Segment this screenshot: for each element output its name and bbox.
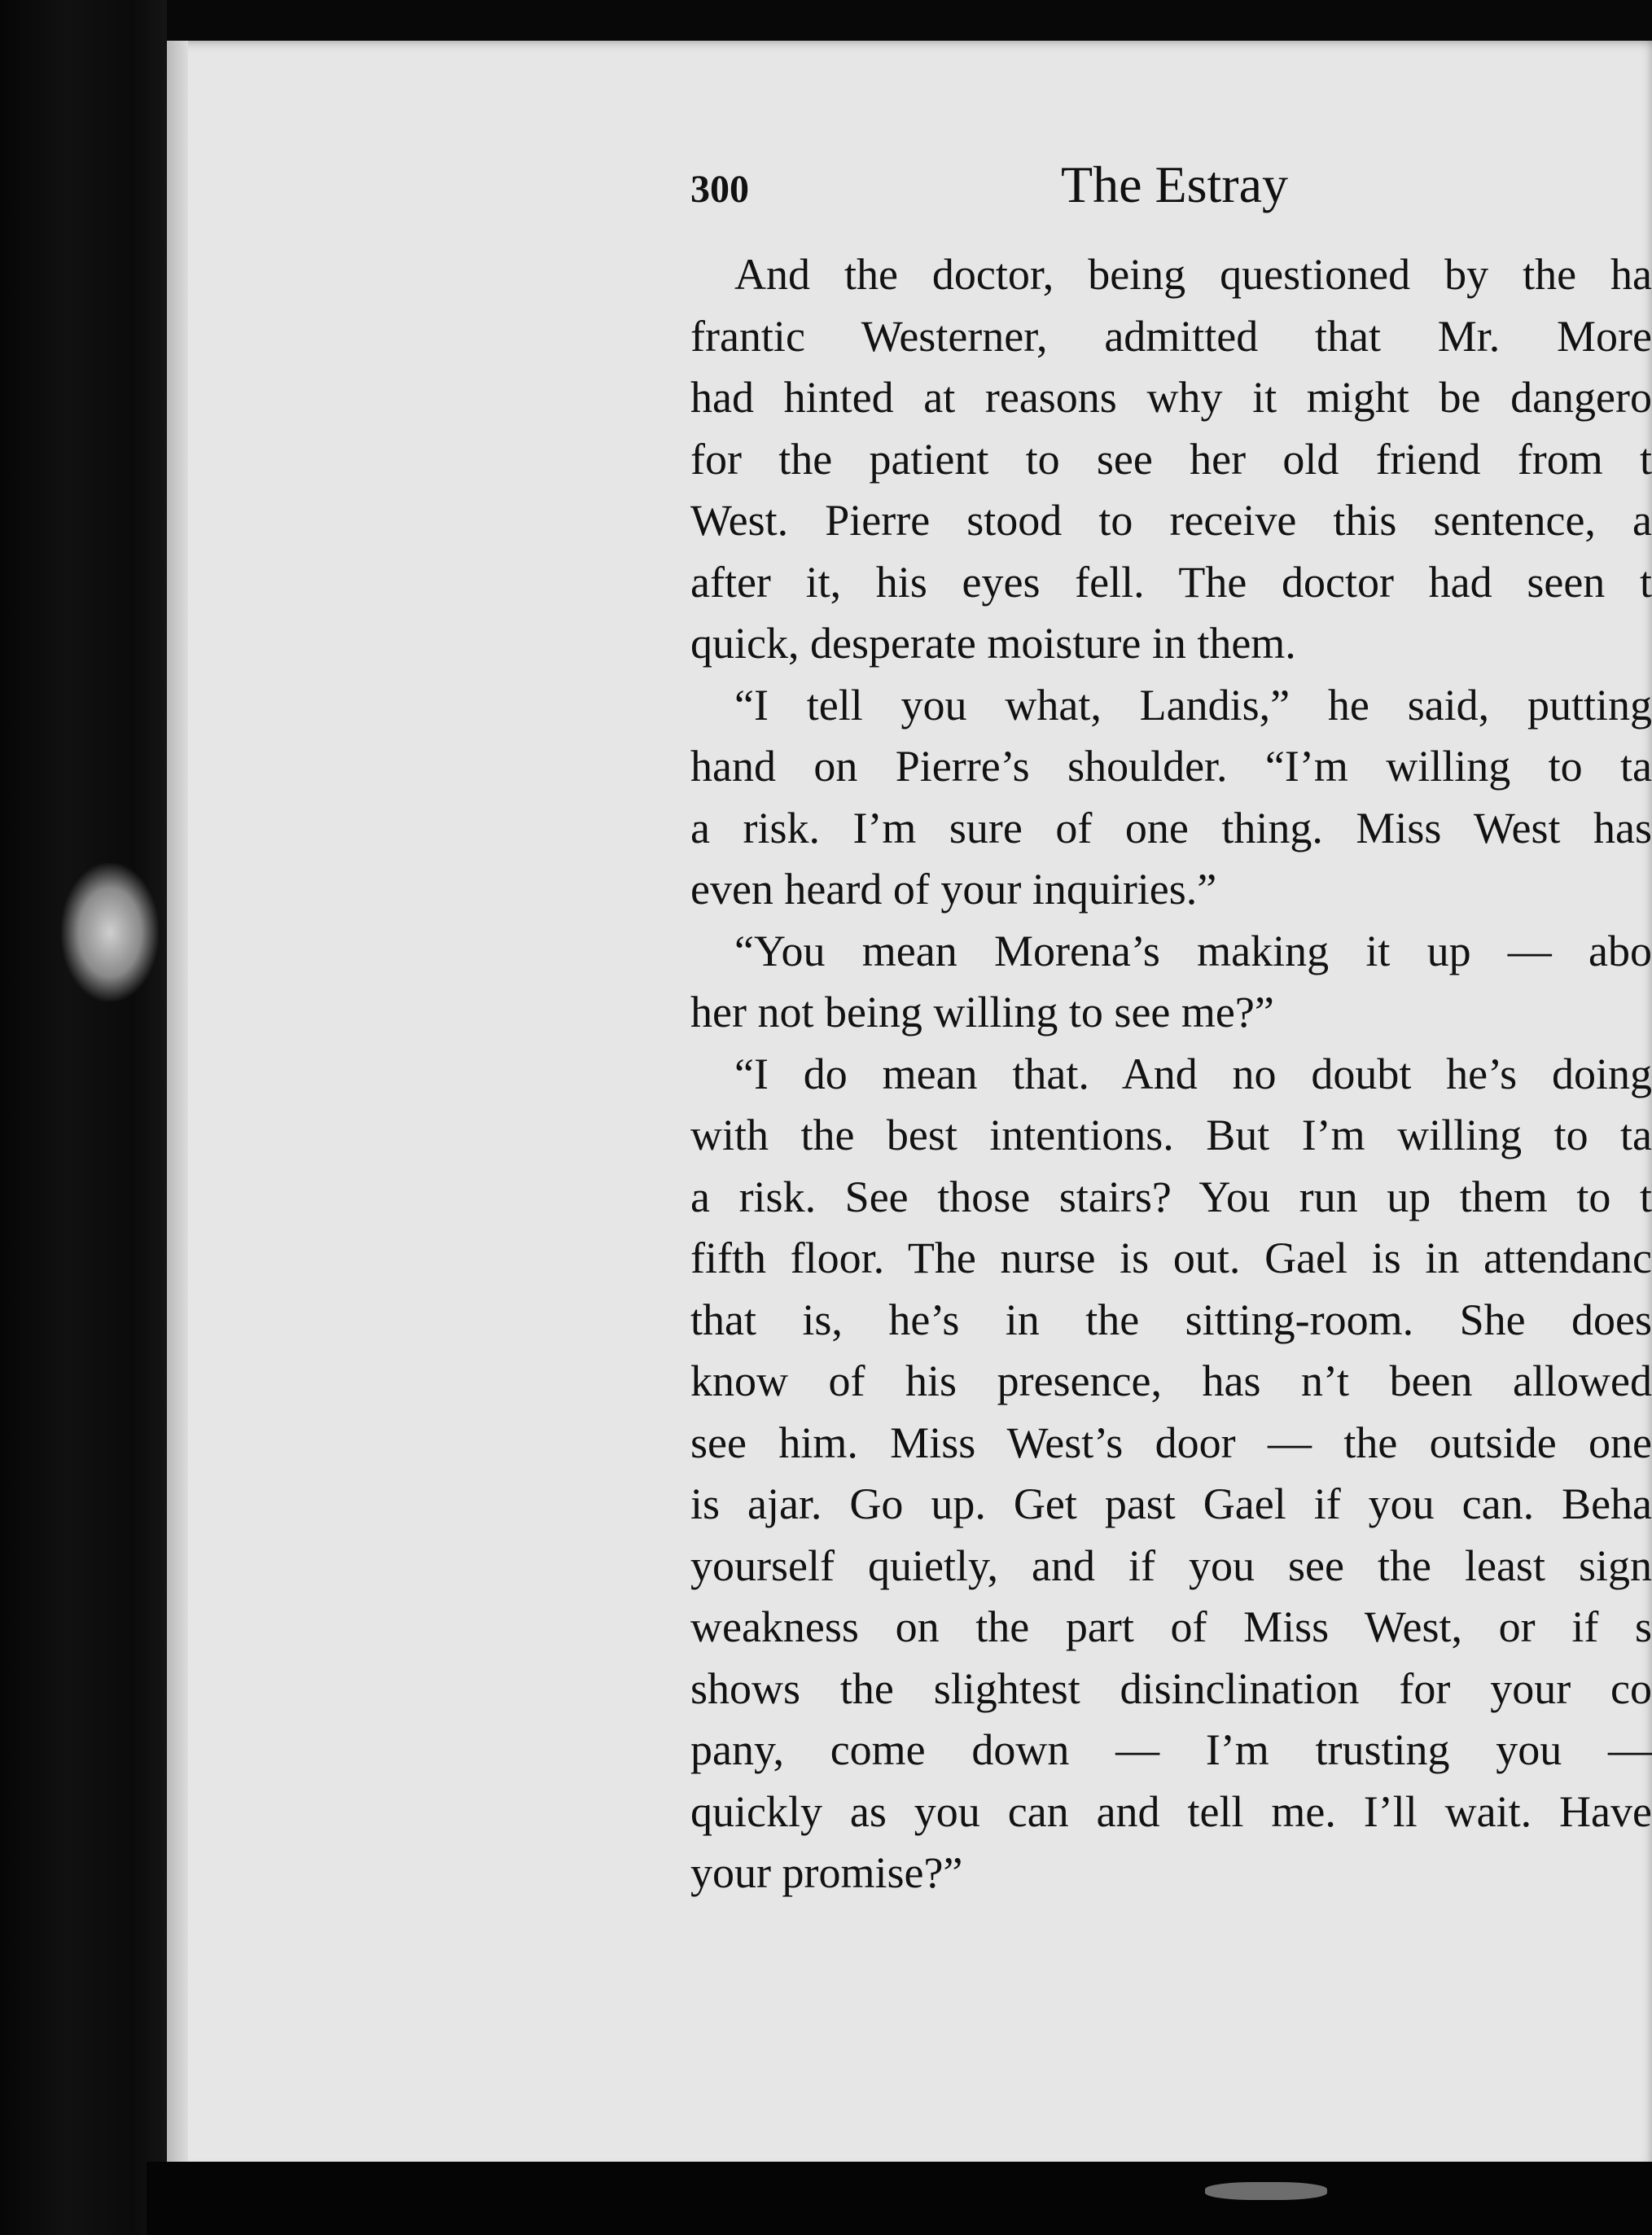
body-text [690, 244, 1652, 2036]
text-line: fifth floor. The nurse is out. Gael is in attendanc [690, 1234, 1652, 1282]
text-line: weakness on the part of Miss West, or if s [690, 1602, 1652, 1651]
text-line: pany, come down — I’m trusting you — [690, 1725, 1652, 1774]
running-title: The Estray [1061, 156, 1288, 213]
text-line: hand on Pierre’s shoulder. “I’m willing to ta [690, 742, 1652, 791]
page-gutter-shadow [167, 41, 188, 2178]
text-line: “You mean Morena’s making it up — abo [734, 926, 1652, 975]
text-line: her not being willing to see me?” [690, 988, 1274, 1036]
page-number: 300 [690, 168, 749, 211]
text-line: had hinted at reasons why it might be dangero [690, 373, 1652, 422]
text-line: know of his presence, has n’t been allowed [690, 1356, 1652, 1405]
torn-paper-fragment [61, 863, 159, 1001]
text-line: West. Pierre stood to receive this sentence, a [690, 496, 1652, 545]
text-line: And the doctor, being questioned by the ha [734, 250, 1652, 299]
text-line: with the best intentions. But I’m willing to ta [690, 1111, 1652, 1159]
book-binding [0, 0, 167, 2235]
text-line: frantic Westerner, admitted that Mr. More [690, 311, 1652, 361]
text-line: see him. Miss West’s door — the outside one [690, 1418, 1652, 1467]
text-line: shows the slightest disinclination for your co [690, 1663, 1652, 1713]
scan-artifact [1205, 2182, 1327, 2200]
text-line: “I do mean that. And no doubt he’s doing [734, 1049, 1652, 1098]
text-line: a risk. See those stairs? You run up them to t [690, 1172, 1652, 1221]
text-line: even heard of your inquiries.” [690, 865, 1217, 914]
text-line: is ajar. Go up. Get past Gael if you can. Beha [690, 1479, 1652, 1528]
text-line: after it, his eyes fell. The doctor had seen t [690, 557, 1652, 607]
text-line: yourself quietly, and if you see the least sign [690, 1540, 1652, 1590]
text-line: a risk. I’m sure of one thing. Miss West has [690, 803, 1652, 852]
text-line: quickly as you can and tell me. I’ll wait. Have [690, 1786, 1652, 1836]
text-line: your promise?” [690, 1848, 963, 1897]
scan-bottom-edge [147, 2162, 1652, 2235]
text-line: “I tell you what, Landis,” he said, putting [734, 680, 1652, 730]
page-header [690, 156, 1652, 232]
text-line: quick, desperate moisture in them. [690, 619, 1296, 668]
text-line: for the patient to see her old friend from t [690, 434, 1652, 484]
text-line: that is, he’s in the sitting-room. She does [690, 1295, 1652, 1344]
